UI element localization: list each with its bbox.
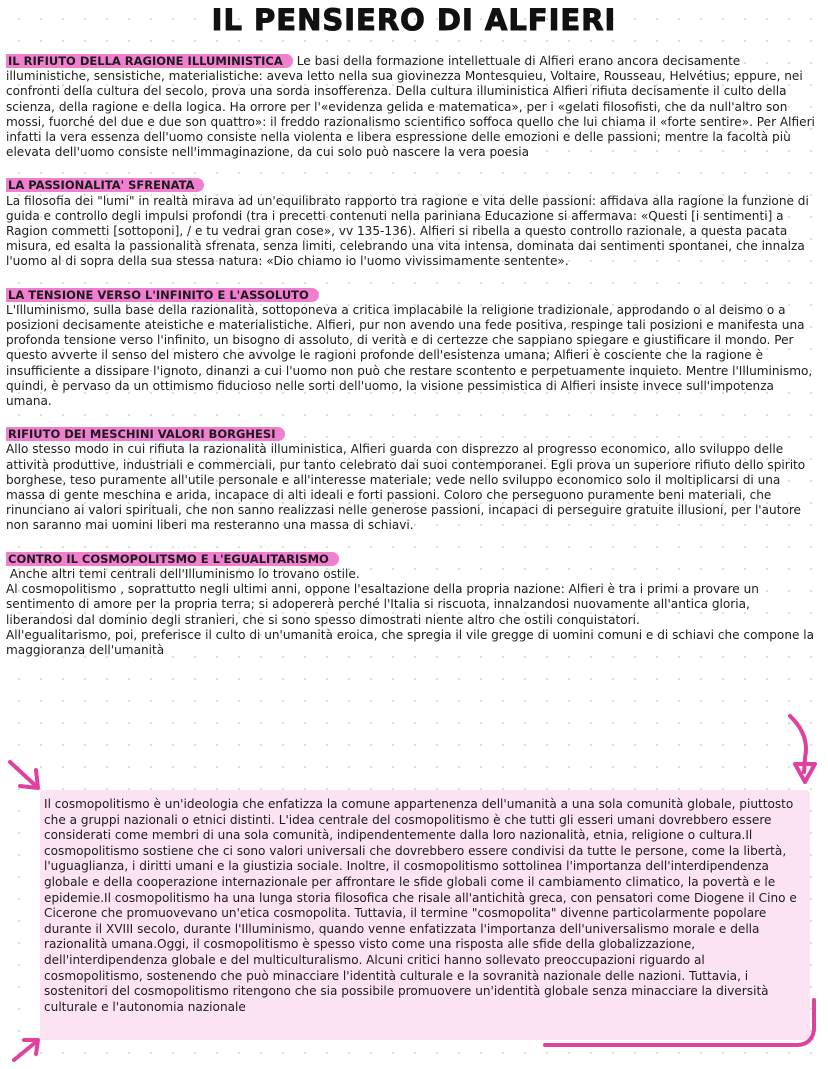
arrow-head-icon — [24, 1040, 38, 1054]
section-passionalita — [6, 178, 818, 269]
section-heading: RIFIUTO DEI MESCHINI VALORI BORGHESI — [6, 427, 285, 441]
section-line: Anche altri temi centrali dell'Illuminismo lo trovano ostile. — [6, 566, 360, 581]
section-heading: LA TENSIONE VERSO L'INFINITO E L'ASSOLUTO — [6, 288, 319, 302]
section-text: L'Illuminismo, sulla base della razionalità, sottoponeva a critica implacabile la religione tradizionale, approdando o al deismo o a posizioni decisamente ateistiche e materialistiche. Alfieri, pur non avendo una fede positiva, respinge tali posizioni e manifesta una profonda tensione verso l'infinito, un bisogno di assoluto, di verità e di certezze che sappiano spiegare e giustificare il mondo. Per questo avverte il senso del mistero che avvolge le ragioni profonde dell'esistenza umana; Alfieri è cosciente che la ragione è insufficiente a dissipare l'ignoto, dinanzi a cui l'uomo non può che restare scontento e perpetuamente inquieto. Mentre l'Illuminismo, quindi, è pervaso da un ottimismo fiducioso nelle sorti dell'uomo, la visione pessimistica di Alfieri insiste invece sull'impotenza umana. — [6, 302, 813, 409]
notes-body — [6, 54, 818, 658]
arrow-head-icon — [20, 770, 38, 788]
section-line: Al cosmopolitismo , soprattutto negli ultimi anni, oppone l'esaltazione della propria nazione: Alfieri è tra i primi a provare un sentimento di amore per la propria terra; si adopererà perché l'Italia si riscuota, innalzandosi nuovamente all'antica gloria, liberandosi dal dominio degli stranieri, che si sono spesso dimostrati niente altro che ostili conquistatori. — [6, 582, 759, 627]
section-valori-borghesi — [6, 427, 818, 533]
arrow-icon — [10, 762, 36, 786]
callout-text: Il cosmopolitismo è un'ideologia che enfatizza la comune appartenenza dell'umanità a una sola comunità globale, piuttosto che a gruppi nazionali o etnici distinti. L'idea centrale del cosmopolitismo è che tutti gli esseri umani dovrebbero essere considerati come membri di una sola comunità, indipendentemente dalla loro nazionalità, etnia, religione o cultura.Il cosmopolitismo sostiene che ci sono valori universali che dovrebbero essere condivisi da tutte le persone, come la libertà, l'uguaglianza, i diritti umani e la giustizia sociale. Inoltre, il cosmopolitismo sottolinea l'importanza dell'interdipendenza globale e della cooperazione internazionale per affrontare le sfide globali come il cambiamento climatico, la povertà e le epidemie.Il cosmopolitismo ha una lunga storia filosofica che risale all'antichità greca, con pensatori come Diogene il Cino e Cicerone che promuovevano un'etica cosmopolita. Tuttavia, il termine "cosmopolita" divenne particolarmente popolare durante il XVIII secolo, durante l'Illuminismo, quando venne enfatizzata l'importanza dell'universalismo morale e della razionalità umana.Oggi, il cosmopolitismo è spesso visto come una risposta alle sfide della globalizzazione, dell'interdipendenza globale e del multiculturalismo. Alcuni critici hanno sollevato preoccupazioni riguardo al cosmopolitismo, sostenendo che può minacciare l'identità culturale e la sovranità nazionale delle nazioni. Tuttavia, i sostenitori del cosmopolitismo ritengono che sia possibile promuovere un'identità globale senza minacciare la diversità culturale e l'autonomia nazionale — [44, 797, 797, 1014]
section-text: Allo stesso modo in cui rifiuta la razionalità illuministica, Alfieri guarda con disprezzo al progresso economico, allo sviluppo delle attività produttive, industriali e commerciali, pur tanto celebrato dai suoi contemporanei. Egli prova un superiore rifiuto dello spirito borghese, teso puramente all'utile personale e all'interesse materiale; vede nello sviluppo economico solo il moltiplicarsi di una massa di gente meschina e arida, incapace di alti ideali e forti passioni. Coloro che perseguono puramente beni materiali, che rinunciano ai valori spirituali, che non sanno realizzasi nelle generose passioni, incapaci di perseguire gratuite illusioni, per l'autore non saranno mai uomini liberi ma resteranno una massa di schiavi. — [6, 442, 806, 533]
curve-line-icon — [790, 716, 806, 772]
arrow-icon — [14, 1042, 36, 1060]
section-text: La filosofia dei "lumi" in realtà mirava ad un'equilibrato rapporto tra ragione e vita delle passioni: affidava alla ragione la funzione di guida e controllo degli impulsi profondi (tra i precetti contenuti nella pariniana Educazione si affermava: «Questi [i sentimenti] a Ragion commetti [sottoponi], / e tu vedrai gran cose», vv 135-136). Alfieri si ribella a questo controllo razionale, a questa pacata misura, ed esalta la passionalità sfrenata, senza limiti, celebrando una vita intensa, dominata dai sentimenti spontanei, che innalza l'uomo al di sopra della sua stessa natura: «Dio chiamo io l'uomo vivissimamente sentente». — [6, 193, 809, 269]
section-text: Le basi della formazione intellettuale di Alfieri erano ancora decisamente illuministiche, sensistiche, materialistiche: aveva letto nella sua giovinezza Montesquieu, Voltaire, Rousseau, Helvétius; eppure, nei confronti della cultura del secolo, prova una sorda insofferenza. Della cultura illuministica Alfieri rifiuta decisamente il culto della scienza, della ragione e della logica. Ha orrore per l'«evidenza gelida e matematica», per i «gelati filosofisti, che da null'altro son mossi, fuorché del due e due son quattro»: il freddo razionalismo scientifico soffoca quello che lui chiama il «forte sentire». Per Alfieri infatti la vera essenza dell'uomo consiste nella violenta e libera espressione delle emozioni e delle passioni; mentre la facoltà più elevata dell'uomo consiste nell'immaginazione, da cui solo può nascere la vera poesia — [6, 54, 815, 160]
page-title: IL PENSIERO DI ALFIERI — [211, 3, 617, 37]
section-heading: LA PASSIONALITA' SFRENATA — [6, 178, 204, 192]
section-cosmopolitismo — [6, 552, 818, 658]
section-line: All'egualitarismo, poi, preferisce il culto di un'umanità eroica, che spregia il vile gregge di uomini comuni e di schiavi che compone la maggioranza dell'umanità — [6, 627, 815, 657]
arrow-down-icon — [795, 764, 815, 782]
section-rifiuto-ragione — [6, 54, 818, 160]
section-tensione-infinito — [6, 288, 818, 410]
section-heading: CONTRO IL COSMOPOLITSMO E L'EGUALITARISMO — [6, 552, 339, 566]
section-heading: IL RIFIUTO DELLA RAGIONE ILLUMINISTICA — [6, 54, 293, 68]
